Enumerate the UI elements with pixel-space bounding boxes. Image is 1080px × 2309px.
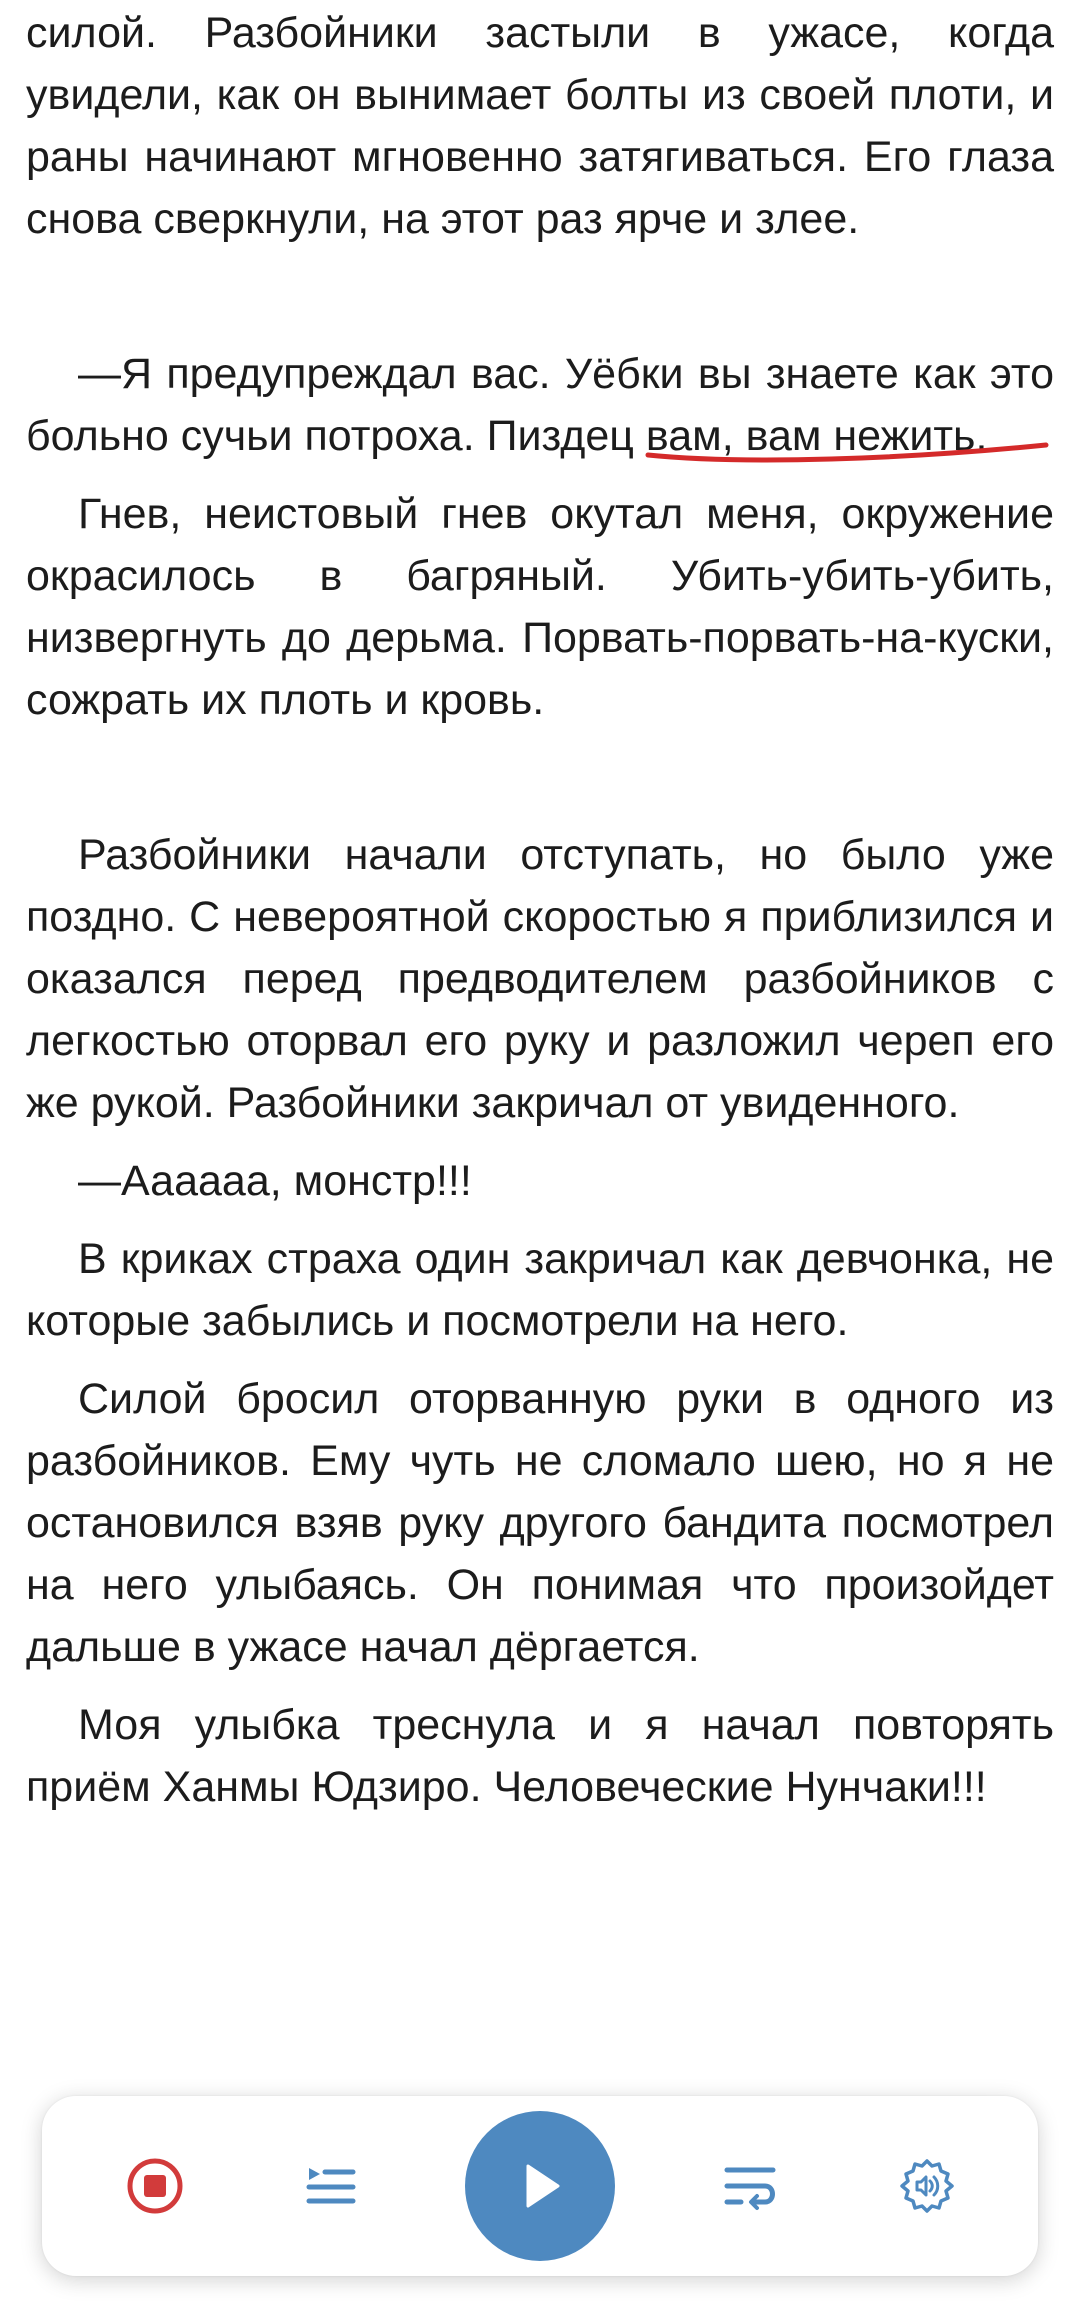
paragraph-3: Гнев, неистовый гнев окутал меня, окружение окрасилось в багряный. Убить-убить-убить, низвергнуть до дерьма. Порвать-порвать-на-куски, сожрать их плоть и кровь. bbox=[26, 490, 1054, 724]
play-button[interactable] bbox=[465, 2111, 615, 2261]
playlist-button[interactable] bbox=[303, 2158, 359, 2214]
paragraph-2-wrap bbox=[26, 343, 1054, 467]
paragraph-1: силой. Разбойники застыли в ужасе, когда увидели, как он вынимает болты из своей плоти, и раны начинают мгновенно затягиваться. Его глаза снова сверкнули, на этот раз ярче и злее. bbox=[26, 9, 1054, 243]
stop-button[interactable] bbox=[125, 2156, 185, 2216]
tts-player-bar bbox=[42, 2096, 1038, 2276]
paragraph-2-end: . bbox=[975, 412, 988, 460]
playlist-play-icon bbox=[303, 2158, 359, 2214]
paragraph-8: Моя улыбка треснула и я начал повторять приём Ханмы Юдзиро. Человеческие Нунчаки!!! bbox=[26, 1701, 1054, 1811]
stop-circle-icon bbox=[125, 2156, 185, 2216]
paragraph-6: В криках страха один закричал как девчонка, не которые забылись и посмотрели на него. bbox=[26, 1235, 1054, 1345]
reader-page bbox=[26, 2, 1054, 1818]
paragraph-2-text: —Я предупреждал вас. Уёбки вы знаете как это больно сучьи потроха. bbox=[26, 350, 1054, 460]
paragraph-2 bbox=[26, 343, 1054, 467]
paragraph-5: —Аааааа, монстр!!! bbox=[78, 1157, 472, 1205]
text-wrap-icon bbox=[721, 2158, 781, 2214]
paragraph-4: Разбойники начали отступать, но было уже поздно. С невероятной скоростью я приблизился и оказался перед предводителем разбойников с легкостью оторвал его руку и разложил череп его же рукой. Разбойники закричал от увиденного. bbox=[26, 831, 1054, 1127]
voice-settings-button[interactable] bbox=[897, 2156, 957, 2216]
paragraph-7: Силой бросил оторванную руки в одного из разбойников. Ему чуть не сломало шею, но я не остановился взяв руку другого бандита посмотрел на него улыбаясь. Он понимая что произойдет дальше в ужасе начал дёргается. bbox=[26, 1375, 1054, 1671]
voice-settings-gear-icon bbox=[897, 2156, 957, 2216]
highlighted-phrase[interactable]: Пиздец вам, вам нежить bbox=[486, 412, 976, 460]
play-icon bbox=[508, 2154, 572, 2218]
text-wrap-button[interactable] bbox=[721, 2158, 781, 2214]
